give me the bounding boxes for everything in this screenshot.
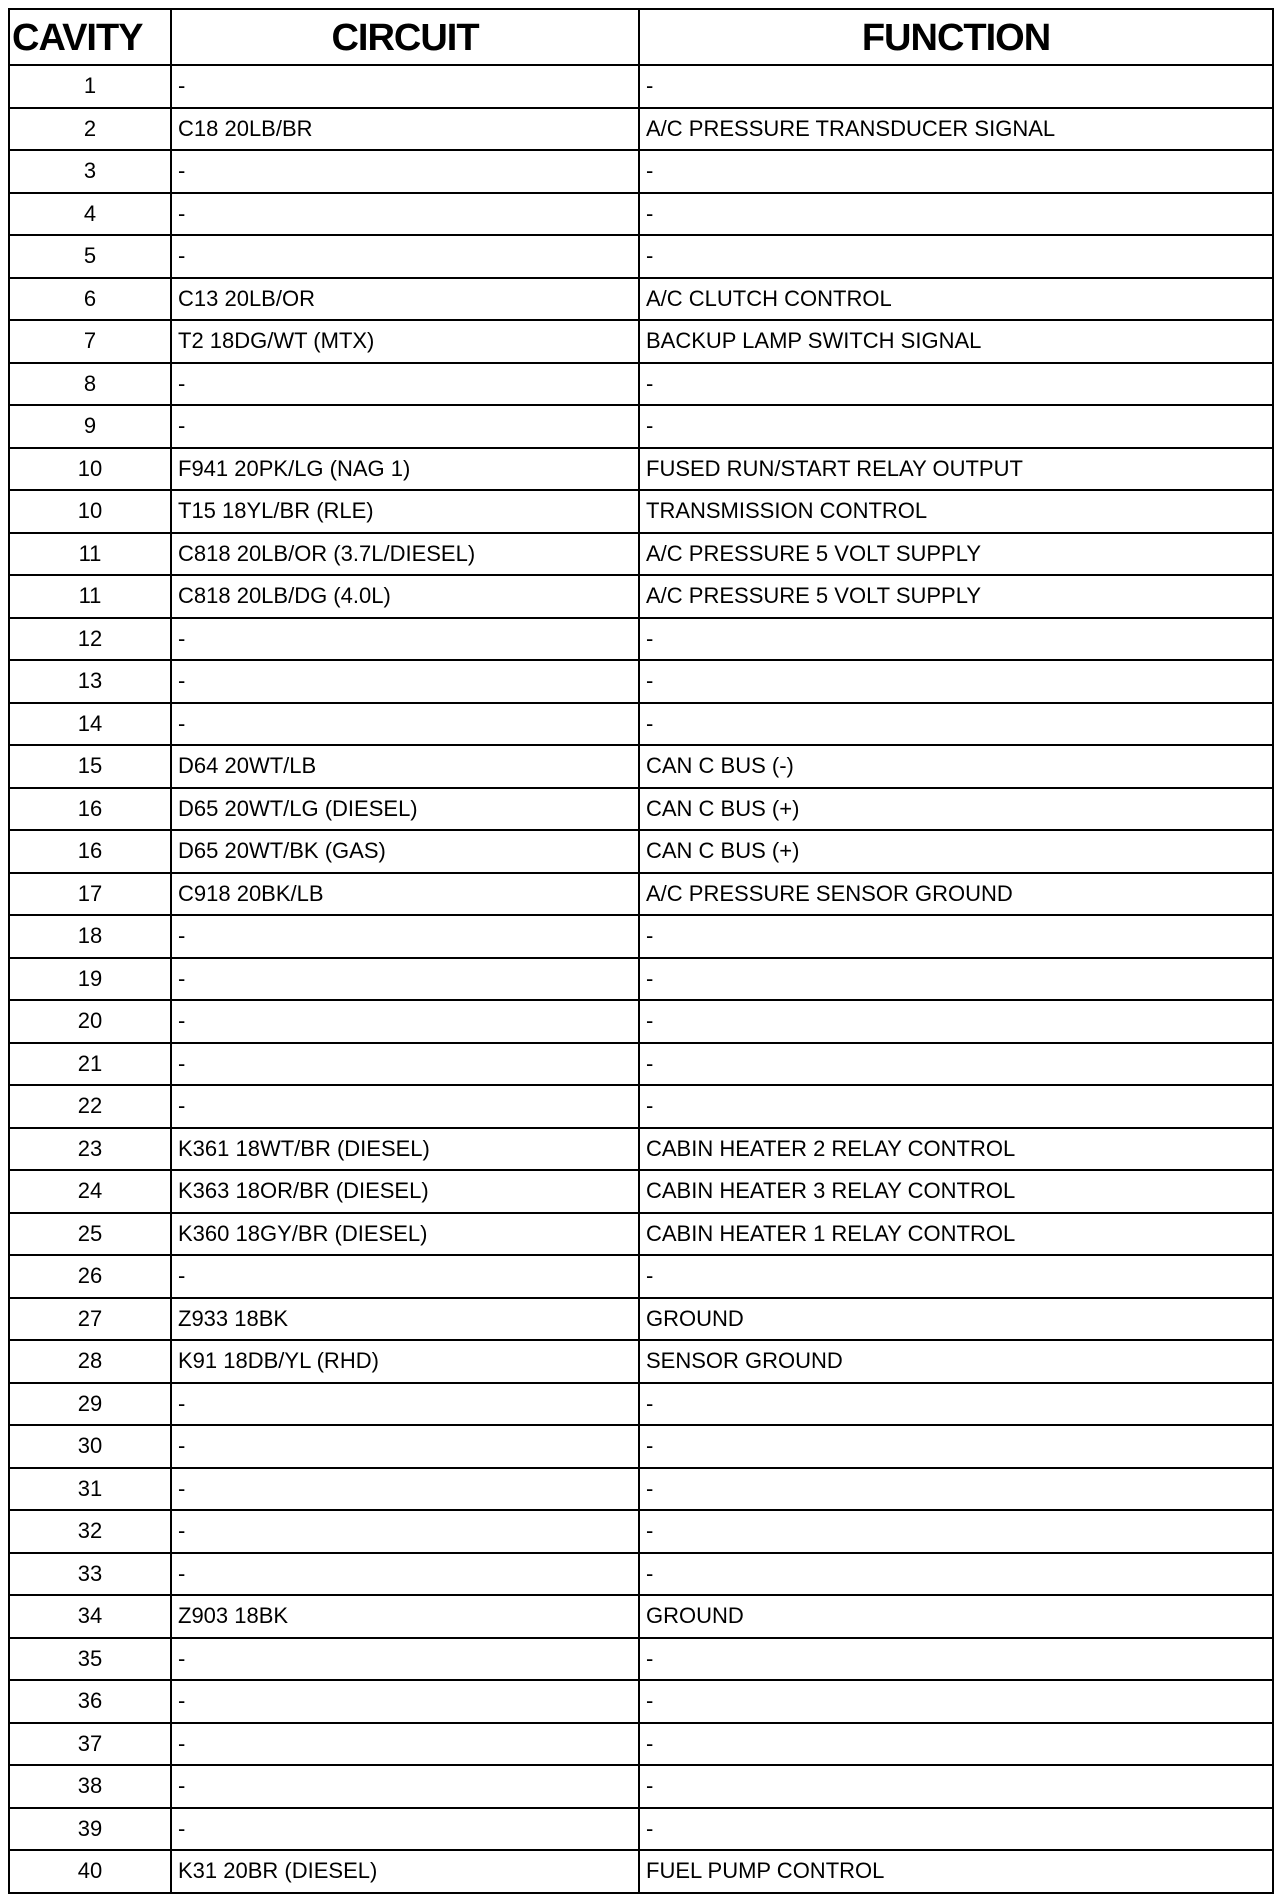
circuit-cell: -	[171, 193, 639, 236]
function-cell: A/C CLUTCH CONTROL	[639, 278, 1273, 321]
circuit-cell: -	[171, 1383, 639, 1426]
function-cell: -	[639, 1468, 1273, 1511]
table-row	[9, 405, 1273, 448]
function-cell: -	[639, 1638, 1273, 1681]
cavity-cell: 19	[9, 958, 171, 1001]
cavity-cell: 7	[9, 320, 171, 363]
function-cell: -	[639, 1808, 1273, 1851]
function-cell: A/C PRESSURE TRANSDUCER SIGNAL	[639, 108, 1273, 151]
function-cell: CAN C BUS (+)	[639, 830, 1273, 873]
circuit-cell: C818 20LB/DG (4.0L)	[171, 575, 639, 618]
function-cell: CABIN HEATER 1 RELAY CONTROL	[639, 1213, 1273, 1256]
circuit-cell: -	[171, 1000, 639, 1043]
circuit-cell: C13 20LB/OR	[171, 278, 639, 321]
table-row	[9, 1850, 1273, 1893]
circuit-cell: -	[171, 958, 639, 1001]
table-row	[9, 150, 1273, 193]
function-cell: BACKUP LAMP SWITCH SIGNAL	[639, 320, 1273, 363]
table-row	[9, 1638, 1273, 1681]
circuit-cell: -	[171, 235, 639, 278]
table-row	[9, 1553, 1273, 1596]
function-cell: -	[639, 1680, 1273, 1723]
circuit-cell: -	[171, 1085, 639, 1128]
table-row	[9, 1383, 1273, 1426]
function-cell: -	[639, 1043, 1273, 1086]
function-cell: -	[639, 1000, 1273, 1043]
function-cell: -	[639, 1510, 1273, 1553]
table-row	[9, 363, 1273, 406]
circuit-cell: K363 18OR/BR (DIESEL)	[171, 1170, 639, 1213]
function-cell: -	[639, 1085, 1273, 1128]
cavity-cell: 8	[9, 363, 171, 406]
table-row	[9, 660, 1273, 703]
table-row	[9, 1723, 1273, 1766]
circuit-cell: -	[171, 703, 639, 746]
table-row	[9, 745, 1273, 788]
circuit-cell: K31 20BR (DIESEL)	[171, 1850, 639, 1893]
circuit-cell: K361 18WT/BR (DIESEL)	[171, 1128, 639, 1171]
circuit-cell: -	[171, 1638, 639, 1681]
cavity-cell: 16	[9, 788, 171, 831]
circuit-cell: -	[171, 405, 639, 448]
cavity-cell: 17	[9, 873, 171, 916]
circuit-cell: -	[171, 915, 639, 958]
circuit-cell: C918 20BK/LB	[171, 873, 639, 916]
cavity-cell: 28	[9, 1340, 171, 1383]
circuit-cell: -	[171, 1255, 639, 1298]
cavity-cell: 26	[9, 1255, 171, 1298]
circuit-cell: C18 20LB/BR	[171, 108, 639, 151]
circuit-cell: -	[171, 1510, 639, 1553]
function-cell: -	[639, 618, 1273, 661]
circuit-cell: -	[171, 1723, 639, 1766]
cavity-cell: 18	[9, 915, 171, 958]
table-row	[9, 1765, 1273, 1808]
circuit-cell: -	[171, 1553, 639, 1596]
cavity-cell: 20	[9, 1000, 171, 1043]
cavity-cell: 35	[9, 1638, 171, 1681]
function-cell: -	[639, 1255, 1273, 1298]
function-cell: -	[639, 1553, 1273, 1596]
table-row	[9, 278, 1273, 321]
circuit-cell: D64 20WT/LB	[171, 745, 639, 788]
circuit-cell: -	[171, 618, 639, 661]
circuit-cell: -	[171, 1468, 639, 1511]
circuit-cell: C818 20LB/OR (3.7L/DIESEL)	[171, 533, 639, 576]
table-row	[9, 533, 1273, 576]
function-cell: -	[639, 150, 1273, 193]
function-cell: A/C PRESSURE SENSOR GROUND	[639, 873, 1273, 916]
column-header-function: FUNCTION	[639, 9, 1273, 65]
function-cell: -	[639, 915, 1273, 958]
table-row	[9, 1510, 1273, 1553]
function-cell: -	[639, 1425, 1273, 1468]
cavity-cell: 23	[9, 1128, 171, 1171]
column-header-circuit: CIRCUIT	[171, 9, 639, 65]
circuit-cell: -	[171, 660, 639, 703]
table-row	[9, 1043, 1273, 1086]
cavity-cell: 11	[9, 533, 171, 576]
cavity-cell: 2	[9, 108, 171, 151]
circuit-cell: Z933 18BK	[171, 1298, 639, 1341]
circuit-cell: T2 18DG/WT (MTX)	[171, 320, 639, 363]
function-cell: GROUND	[639, 1298, 1273, 1341]
table-row	[9, 320, 1273, 363]
cavity-cell: 30	[9, 1425, 171, 1468]
table-row	[9, 193, 1273, 236]
cavity-cell: 1	[9, 65, 171, 108]
connector-pinout-sheet	[8, 8, 1272, 1884]
circuit-cell: T15 18YL/BR (RLE)	[171, 490, 639, 533]
function-cell: -	[639, 1383, 1273, 1426]
table-row	[9, 703, 1273, 746]
function-cell: FUSED RUN/START RELAY OUTPUT	[639, 448, 1273, 491]
function-cell: -	[639, 958, 1273, 1001]
cavity-cell: 15	[9, 745, 171, 788]
cavity-cell: 25	[9, 1213, 171, 1256]
cavity-cell: 31	[9, 1468, 171, 1511]
function-cell: -	[639, 1765, 1273, 1808]
function-cell: -	[639, 405, 1273, 448]
cavity-cell: 13	[9, 660, 171, 703]
cavity-cell: 6	[9, 278, 171, 321]
function-cell: A/C PRESSURE 5 VOLT SUPPLY	[639, 575, 1273, 618]
table-row	[9, 788, 1273, 831]
function-cell: -	[639, 235, 1273, 278]
function-cell: GROUND	[639, 1595, 1273, 1638]
cavity-cell: 14	[9, 703, 171, 746]
function-cell: -	[639, 363, 1273, 406]
table-row	[9, 915, 1273, 958]
table-row	[9, 1000, 1273, 1043]
cavity-cell: 33	[9, 1553, 171, 1596]
cavity-cell: 16	[9, 830, 171, 873]
cavity-cell: 10	[9, 490, 171, 533]
function-cell: FUEL PUMP CONTROL	[639, 1850, 1273, 1893]
table-row	[9, 873, 1273, 916]
cavity-cell: 32	[9, 1510, 171, 1553]
table-row	[9, 1340, 1273, 1383]
cavity-cell: 3	[9, 150, 171, 193]
circuit-cell: F941 20PK/LG (NAG 1)	[171, 448, 639, 491]
table-row	[9, 1425, 1273, 1468]
circuit-cell: -	[171, 1043, 639, 1086]
table-row	[9, 1680, 1273, 1723]
table-row	[9, 108, 1273, 151]
table-row	[9, 448, 1273, 491]
function-cell: -	[639, 660, 1273, 703]
table-row	[9, 575, 1273, 618]
cavity-cell: 29	[9, 1383, 171, 1426]
circuit-cell: -	[171, 65, 639, 108]
circuit-cell: -	[171, 1680, 639, 1723]
circuit-cell: -	[171, 150, 639, 193]
cavity-cell: 24	[9, 1170, 171, 1213]
column-header-cavity: CAVITY	[9, 9, 171, 65]
circuit-cell: -	[171, 363, 639, 406]
function-cell: -	[639, 65, 1273, 108]
circuit-cell: K360 18GY/BR (DIESEL)	[171, 1213, 639, 1256]
table-row	[9, 65, 1273, 108]
circuit-cell: Z903 18BK	[171, 1595, 639, 1638]
table-header	[9, 9, 1273, 65]
table-row	[9, 1213, 1273, 1256]
function-cell: -	[639, 193, 1273, 236]
table-row	[9, 490, 1273, 533]
function-cell: -	[639, 703, 1273, 746]
cavity-cell: 21	[9, 1043, 171, 1086]
cavity-cell: 34	[9, 1595, 171, 1638]
table-body	[9, 65, 1273, 1893]
cavity-cell: 40	[9, 1850, 171, 1893]
table-row	[9, 1468, 1273, 1511]
cavity-cell: 27	[9, 1298, 171, 1341]
circuit-cell: -	[171, 1808, 639, 1851]
function-cell: TRANSMISSION CONTROL	[639, 490, 1273, 533]
cavity-cell: 36	[9, 1680, 171, 1723]
table-row	[9, 830, 1273, 873]
cavity-cell: 22	[9, 1085, 171, 1128]
table-row	[9, 235, 1273, 278]
table-row	[9, 1298, 1273, 1341]
cavity-cell: 10	[9, 448, 171, 491]
table-row	[9, 1128, 1273, 1171]
function-cell: SENSOR GROUND	[639, 1340, 1273, 1383]
function-cell: -	[639, 1723, 1273, 1766]
circuit-cell: -	[171, 1425, 639, 1468]
pinout-table	[8, 8, 1274, 1894]
cavity-cell: 11	[9, 575, 171, 618]
header-row	[9, 9, 1273, 65]
cavity-cell: 5	[9, 235, 171, 278]
table-row	[9, 958, 1273, 1001]
cavity-cell: 4	[9, 193, 171, 236]
table-row	[9, 1255, 1273, 1298]
function-cell: CAN C BUS (-)	[639, 745, 1273, 788]
cavity-cell: 39	[9, 1808, 171, 1851]
table-row	[9, 618, 1273, 661]
circuit-cell: -	[171, 1765, 639, 1808]
cavity-cell: 38	[9, 1765, 171, 1808]
table-row	[9, 1170, 1273, 1213]
cavity-cell: 9	[9, 405, 171, 448]
table-row	[9, 1085, 1273, 1128]
circuit-cell: D65 20WT/BK (GAS)	[171, 830, 639, 873]
cavity-cell: 12	[9, 618, 171, 661]
function-cell: A/C PRESSURE 5 VOLT SUPPLY	[639, 533, 1273, 576]
function-cell: CABIN HEATER 3 RELAY CONTROL	[639, 1170, 1273, 1213]
function-cell: CABIN HEATER 2 RELAY CONTROL	[639, 1128, 1273, 1171]
table-row	[9, 1595, 1273, 1638]
table-row	[9, 1808, 1273, 1851]
function-cell: CAN C BUS (+)	[639, 788, 1273, 831]
circuit-cell: K91 18DB/YL (RHD)	[171, 1340, 639, 1383]
cavity-cell: 37	[9, 1723, 171, 1766]
circuit-cell: D65 20WT/LG (DIESEL)	[171, 788, 639, 831]
